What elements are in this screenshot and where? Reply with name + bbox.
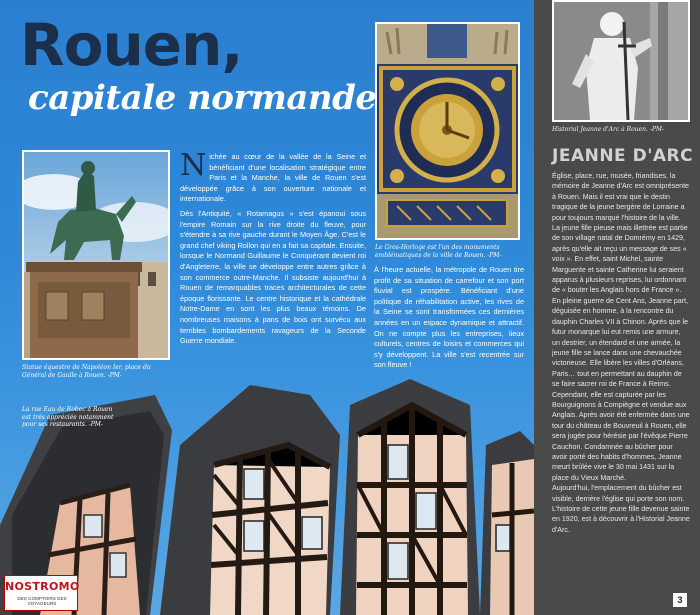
napoleon-statue-photo xyxy=(22,150,170,360)
gros-horloge-caption: Le Gros-Horloge est l'un des monuments emblématiques de la ville de Rouen. -PM- xyxy=(375,244,502,259)
page-subtitle: capitale normande xyxy=(28,78,377,118)
rue-eau-de-robec-caption: La rue Eau de Robec à Rouen est très appréciée notamment pour ses restaurants. -PM- xyxy=(22,406,114,428)
page-number: 3 xyxy=(673,593,687,607)
article-paragraph-1 xyxy=(180,148,366,205)
article-column-left xyxy=(180,148,366,351)
logo-tagline: DES COMPTOIRS DES VOYAGEURS xyxy=(17,596,67,606)
gros-horloge-photo xyxy=(375,22,520,240)
logo-name: NOSTROMO xyxy=(5,580,80,593)
page-title: Rouen, xyxy=(20,11,243,79)
sidebar-paragraph-2: La jeune fille pieuse mais illettrée est partie de son village natal de Domrémy en 1429, après qu'elle ait reçu un message de ses « voix ». En effet, saint Michel, sainte Marguerite et sainte Catherine lui seraient apparus à plusieurs reprises, lui ordonnant de « bouter les Anglais hors de France ». En pleine guerre de Cent Ans, Jeanne part, déguisée en homme, à la rencontre du dauphin Charles VII à Chinon. Après que le futur monarque lui eut remis une armure, un destrier, un étendard et une armée, la jeune fille se lance dans une chevauchée victorieuse. Elle libère les villes d'Orléans, Paris… tout en permettant au dauphin de se faire sacrer roi de France à Reims. Cependant, elle est capturée par les Bourguignons à Compiègne et vendue aux Anglais. Après avoir été enfermée dans une tour du château de Bouvreuil à Rouen, elle sera jugée pour hérésie par l'évêque Pierre Cauchon. Condamnée au bûcher pour avoir porté des habits d'hommes, Jeanne meurt brûlée vive le 30 mai 1431 sur la place du Vieux Marché. xyxy=(552,224,690,482)
sidebar-paragraph-3: Aujourd'hui, l'emplacement du bûcher est visible, derrière l'église qui porte son nom. L'histoire de cette jeune fille devenue sainte en 1920, est à découvrir à l'Historial Jeanne d'Arc. xyxy=(552,484,690,534)
jeanne-photo-caption: Historial Jeanne d'Arc à Rouen. -PM- xyxy=(552,126,665,133)
sidebar-heading: JEANNE D'ARC xyxy=(552,146,694,166)
sidebar-text xyxy=(552,171,690,535)
sidebar-paragraph-1: Église, place, rue, musée, friandises, la mémoire de Jeanne d'Arc est omniprésente à Rouen. Mais il est vrai que le destin tragique de la jeune bergère de Lorraine a pour toujours marqué l'histoire de la ville. xyxy=(552,172,689,222)
article-paragraph-1-text: ichée au cœur de la vallée de la Seine et bénéficiant d'une localisation stratégique entre Paris et la Manche, la ville de Rouen s'est développée grâce à son ouverture nationale et internationale. xyxy=(180,152,366,204)
article-paragraph-3: À l'heure actuelle, la métropole de Rouen tire profit de sa situation de carrefour et son port fluvial est prospère. Bénéficiant d'une politique de réhabilitation active, les rives de la Seine se sont transformées ces dernières années en un espace dynamique et attractif. On ne compte plus les entreprises, lieux culturels, centres de loisirs et commerces qui s'y développent. La ville s'est recentrée sur son fleuve ! xyxy=(374,265,524,370)
dropcap-letter: N xyxy=(180,148,207,183)
napoleon-photo-caption: Statue équestre de Napoléon Ier, place du Général de Gaulle à Rouen. -PM- xyxy=(22,364,151,379)
jeanne-darc-statue-photo xyxy=(552,0,690,122)
article-paragraph-2: Dès l'Antiquité, « Rotamagus » s'est épanoui sous l'empire Romain sur la rive droite du fleuve, pour s'étendre à sa rive gauche durant le Moyen Âge. C'est le grand chef viking Rollon qui en a fait sa capitale. Ensuite, lorsque le Normand Guillaume le Conquérant devient roi d'Angleterre, la ville se développe entre autres grâce à son commerce outre-Manche. Il subsiste aujourd'hui à Rouen de remarquables traces architecturales de cette époque florissante. Le centre historique et la cathédrale Notre-Dame en sont les plus beaux témoins. De nombreuses maisons à pans de bois ont survécu aux terribles bombardements ravageurs de la Seconde Guerre mondiale. xyxy=(180,208,366,346)
article-column-right xyxy=(374,265,524,375)
nostromo-logo xyxy=(4,575,78,611)
